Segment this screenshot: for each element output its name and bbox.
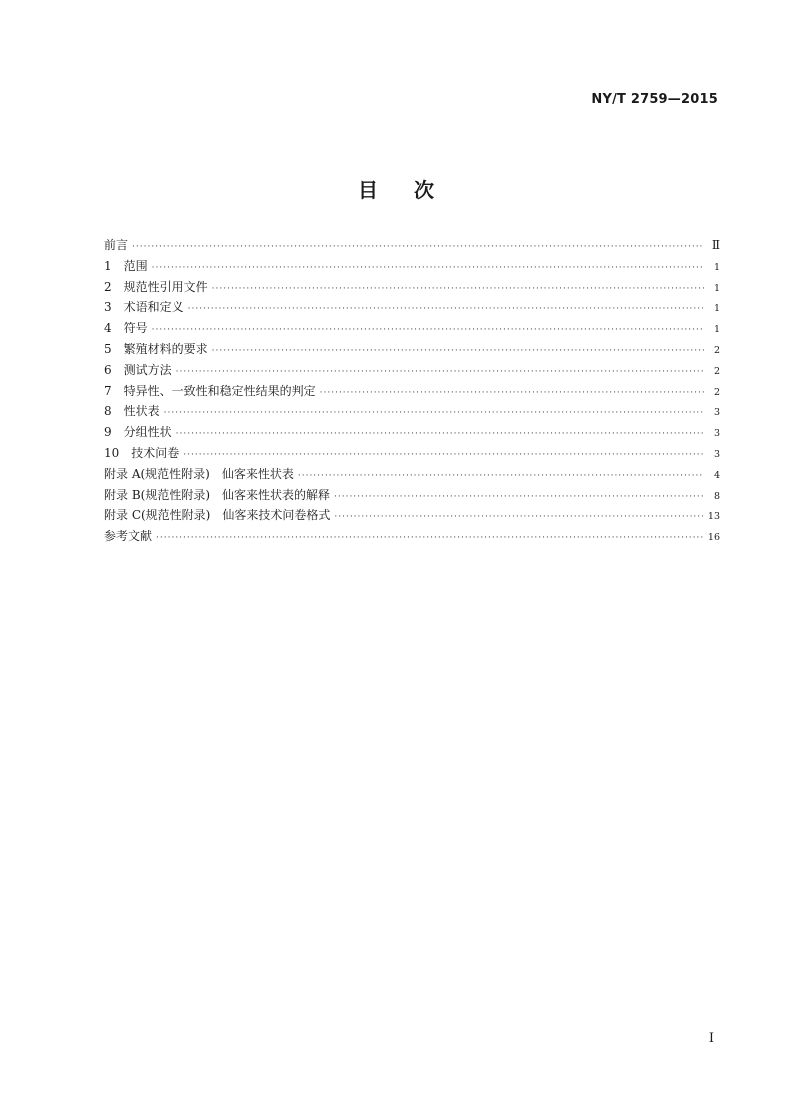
toc-entry-annex-a[interactable] [104, 465, 720, 486]
toc-entry-bibliography[interactable] [104, 527, 720, 548]
toc-entry-page: 3 [713, 448, 720, 460]
toc-entry-annex-c[interactable] [104, 506, 720, 527]
toc-leader-dots [164, 408, 704, 418]
toc-entry-label: 前言 [104, 238, 129, 252]
toc-entry-page: 1 [713, 324, 720, 336]
toc-entry-dus-assessment[interactable] [104, 382, 720, 403]
toc-entry-page: 1 [713, 303, 720, 315]
toc-entry-page: 2 [713, 365, 720, 377]
toc-entry-page: 13 [707, 511, 720, 523]
toc-entry-page: 3 [713, 407, 720, 419]
toc-entry-foreword[interactable] [104, 236, 720, 257]
toc-entry-annex-b[interactable] [104, 486, 720, 507]
toc-entry-label: 3 术语和定义 [104, 300, 184, 315]
toc-entry-label: 8 性状表 [104, 404, 160, 419]
standard-number: NY/T 2759—2015 [591, 92, 718, 107]
toc-entry-label: 附录 B(规范性附录) 仙客来性状表的解释 [104, 487, 330, 502]
toc-entry-label: 6 测试方法 [104, 362, 172, 377]
page-title: 目次 [358, 178, 470, 202]
toc-entry-page: 4 [713, 469, 720, 481]
toc-leader-dots [152, 263, 704, 273]
toc-leader-dots [212, 346, 704, 356]
toc-entry-grouping-characteristics[interactable] [104, 423, 720, 444]
toc-entry-label: 参考文献 [104, 529, 153, 544]
toc-leader-dots [152, 325, 704, 335]
toc-leader-dots [320, 388, 704, 398]
toc-entry-propagating-material[interactable] [104, 340, 720, 361]
toc-entry-normative-references[interactable] [104, 278, 720, 299]
toc-entry-label: 附录 A(规范性附录) 仙客来性状表 [104, 466, 294, 481]
toc-entry-label: 5 繁殖材料的要求 [104, 341, 208, 356]
toc-entry-page: 2 [713, 344, 720, 356]
toc-entry-page: 1 [713, 261, 720, 273]
toc-entry-page: 8 [713, 490, 720, 502]
toc-entry-label: 7 特异性、一致性和稳定性结果的判定 [104, 383, 316, 398]
toc-entry-label: 4 符号 [104, 321, 148, 336]
toc-entry-scope[interactable] [104, 257, 720, 278]
toc-entry-page: 3 [713, 428, 720, 440]
toc-entry-page: 2 [713, 386, 720, 398]
toc-leader-dots [334, 512, 704, 522]
toc-leader-dots [156, 533, 704, 543]
toc-entry-page: 1 [713, 282, 720, 294]
toc-entry-label: 10 技术问卷 [104, 445, 180, 460]
toc-entry-test-methods[interactable] [104, 361, 720, 382]
toc-entry-symbols[interactable] [104, 319, 720, 340]
toc-leader-dots [183, 450, 704, 460]
toc-leader-dots [176, 429, 704, 439]
page-number: Ⅰ [708, 1031, 714, 1046]
toc-entry-label: 2 规范性引用文件 [104, 279, 208, 294]
toc-leader-dots [132, 242, 704, 252]
toc-leader-dots [298, 471, 704, 481]
toc-entry-label: 9 分组性状 [104, 425, 172, 440]
toc-entry-label: 附录 C(规范性附录) 仙客来技术问卷格式 [104, 508, 331, 523]
toc-leader-dots [334, 492, 704, 502]
toc-leader-dots [176, 367, 704, 377]
toc-entry-characteristics-table[interactable] [104, 402, 720, 423]
toc-entry-technical-questionnaire[interactable] [104, 444, 720, 465]
toc-leader-dots [212, 284, 704, 294]
toc-entry-page: 16 [707, 532, 720, 544]
toc-leader-dots [188, 304, 704, 314]
toc-entry-terms-definitions[interactable] [104, 298, 720, 319]
toc-entry-label: 1 范围 [104, 258, 148, 273]
table-of-contents [104, 236, 720, 548]
toc-entry-page: Ⅱ [711, 238, 720, 252]
